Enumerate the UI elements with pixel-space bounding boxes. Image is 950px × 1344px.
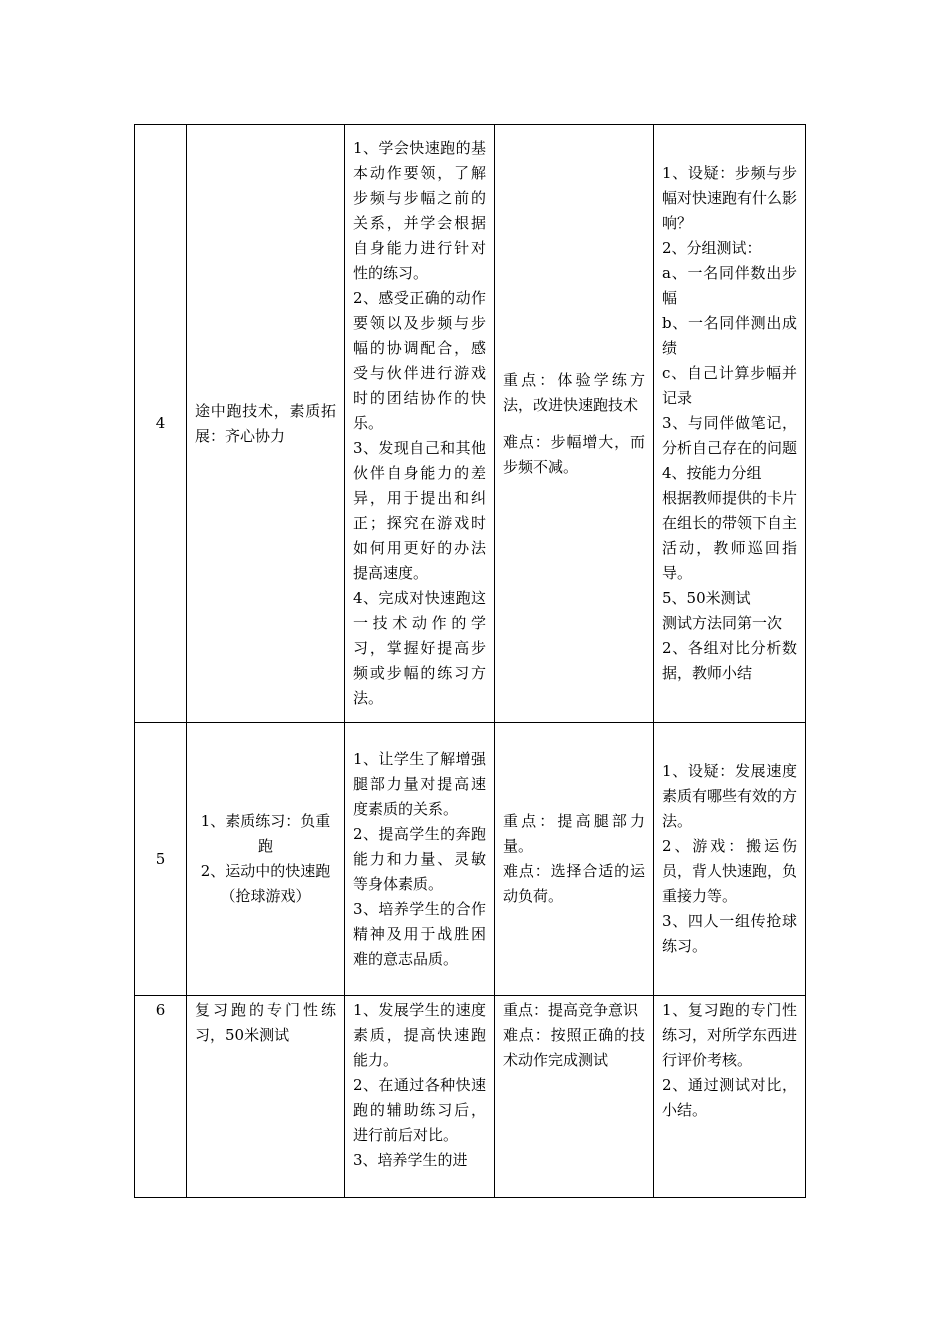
activities-cell (654, 996, 806, 1198)
activity-item: 2、各组对比分析数据，教师小结 (662, 639, 797, 682)
activity-item: 2、游戏：搬运伤员，背人快速跑，负重接力等。 (662, 837, 798, 905)
objective-item: 1、学会快速跑的基本动作要领，了解步频与步幅之前的关系，并学会根据自身能力进行针对性的练习。 (353, 139, 486, 282)
difficulty-point: 难点：选择合适的运动负荷。 (503, 862, 645, 905)
spacer (503, 418, 645, 430)
objective-item: 3、培养学生的进 (353, 1151, 468, 1169)
activity-item: 3、四人一组传抢球练习。 (662, 912, 797, 955)
lesson-number: 5 (155, 849, 166, 868)
objectives-cell (345, 125, 495, 723)
lesson-number: 6 (155, 1001, 166, 1019)
topic-text: 1、素质练习：负重跑 (200, 812, 331, 855)
activity-item: c、自己计算步幅并记录 (662, 364, 797, 407)
objective-item: 2、感受正确的动作要领以及步频与步幅的协调配合，感受与伙伴进行游戏时的团结协作的快乐。 (353, 289, 486, 432)
key-points-cell (495, 723, 654, 996)
activity-item: 2、通过测试对比，小结。 (662, 1076, 797, 1119)
objective-item: 2、提高学生的奔跑能力和力量、灵敏等身体素质。 (353, 824, 486, 893)
lesson-plan-table (134, 124, 806, 1198)
table-row (135, 125, 806, 723)
difficulty-point: 难点：按照正确的技术动作完成测试 (503, 1026, 645, 1069)
lesson-number: 4 (155, 414, 166, 432)
topic-cell (187, 996, 345, 1198)
objective-item: 4、完成对快速跑这一技术动作的学习，掌握好提高步频或步幅的练习方法。 (353, 589, 486, 707)
key-point: 重点：提高腿部力量。 (503, 812, 645, 855)
topic-text: 复习跑的专门性练习，50米测试 (195, 1001, 336, 1044)
table-row (135, 723, 806, 996)
activities-cell (654, 723, 806, 996)
difficulty-point: 难点：步幅增大，而步频不减。 (503, 432, 645, 476)
activity-item: b、一名同伴测出成绩 (662, 314, 797, 357)
lesson-number-cell (135, 996, 187, 1198)
activity-item: 2、分组测试： (662, 239, 762, 257)
activity-item: a、一名同伴数出步幅 (662, 264, 797, 307)
activity-item: 测试方法同第一次 (662, 614, 783, 632)
key-points-cell (495, 125, 654, 723)
topic-text: 途中跑技术，素质拓展：齐心协力 (195, 401, 336, 445)
activities-cell (654, 125, 806, 723)
key-point: 重点：提高竞争意识 (503, 1001, 639, 1019)
activity-item: 1、复习跑的专门性练习，对所学东西进行评价考核。 (662, 1001, 798, 1069)
activity-item: 1、设疑：发展速度素质有哪些有效的方法。 (662, 762, 798, 830)
lesson-number-cell (135, 723, 187, 996)
activity-item: 3、与同伴做笔记，分析自己存在的问题 (662, 414, 798, 457)
objective-item: 3、发现自己和其他伙伴自身能力的差异，用于提出和纠正；探究在游戏时如何用更好的办法提高速度。 (353, 439, 486, 582)
objectives-cell (345, 996, 495, 1198)
table-row (135, 996, 806, 1198)
objective-item: 1、让学生了解增强腿部力量对提高速度素质的关系。 (353, 749, 486, 818)
topic-text: 2、运动中的快速跑（抢球游戏） (200, 862, 331, 905)
objectives-cell (345, 723, 495, 996)
lesson-number-cell (135, 125, 187, 723)
activity-item: 4、按能力分组 (662, 464, 762, 482)
topic-cell (187, 723, 345, 996)
activity-item: 5、50米测试 (662, 589, 751, 607)
activity-item: 根据教师提供的卡片在组长的带领下自主活动，教师巡回指导。 (662, 489, 798, 582)
objective-item: 1、发展学生的速度素质，提高快速跑能力。 (353, 1001, 486, 1069)
activity-item: 1、设疑：步频与步幅对快速跑有什么影响？ (662, 164, 798, 232)
key-points-cell (495, 996, 654, 1198)
key-point: 重点：体验学练方法，改进快速跑技术 (503, 370, 645, 414)
objective-item: 3、培养学生的合作精神及用于战胜困难的意志品质。 (353, 899, 486, 968)
objective-item: 2、在通过各种快速跑的辅助练习后，进行前后对比。 (353, 1076, 486, 1144)
topic-cell (187, 125, 345, 723)
